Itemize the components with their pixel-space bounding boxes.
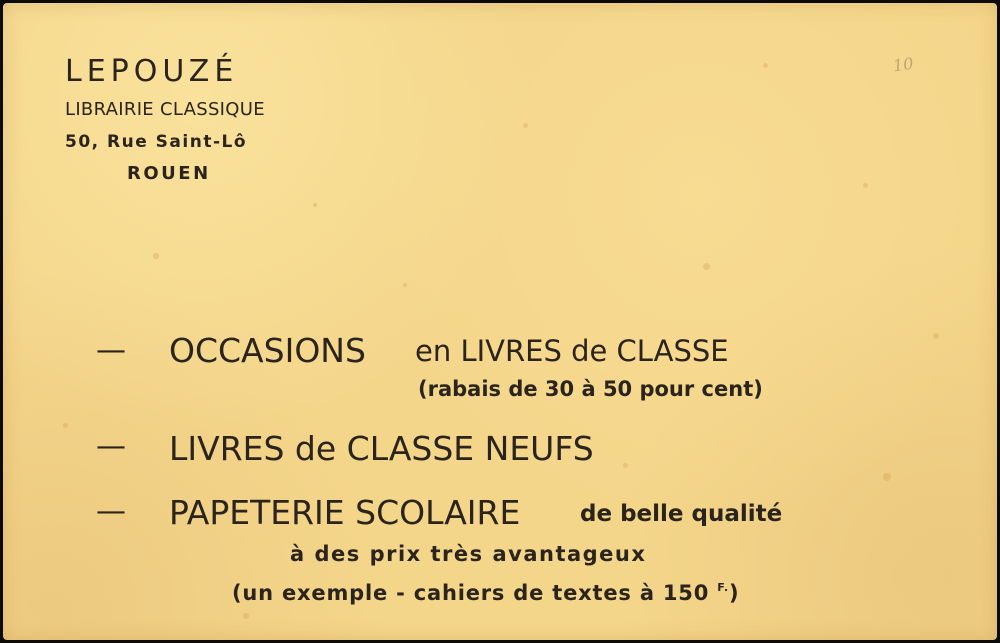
paper-speck	[883, 473, 891, 481]
shop-city: ROUEN	[127, 163, 211, 184]
paper-speck	[863, 183, 868, 188]
paper-speck	[933, 333, 939, 339]
item-stationery-example	[232, 582, 739, 604]
example-close: )	[728, 581, 740, 605]
paper-speck	[523, 123, 528, 128]
paper-speck	[623, 463, 628, 468]
shop-subtitle: LIBRAIRIE CLASSIQUE	[65, 99, 265, 120]
item-occasions-title: OCCASIONS	[169, 331, 366, 370]
paper-speck	[63, 423, 68, 428]
example-text: (un exemple - cahiers de textes à 150	[232, 581, 710, 605]
franc-unit: F.	[717, 581, 729, 594]
shop-name: LEPOUZÉ	[65, 54, 239, 89]
paper-speck	[703, 263, 710, 270]
item-dash: —	[96, 494, 126, 529]
shop-address: 50, Rue Saint-Lô	[65, 132, 248, 152]
item-stationery-title: PAPETERIE SCOLAIRE	[169, 493, 521, 532]
paper-speck	[313, 203, 317, 207]
item-occasions-tail: en LIVRES de CLASSE	[415, 334, 729, 368]
item-stationery-note: à des prix très avantageux	[290, 542, 647, 566]
item-new-books-title: LIVRES de CLASSE NEUFS	[169, 429, 594, 468]
paper-speck	[153, 253, 159, 259]
item-stationery-tail: de belle qualité	[580, 501, 783, 527]
item-dash: —	[96, 429, 126, 464]
item-dash: —	[96, 333, 126, 368]
paper-speck	[243, 613, 249, 619]
paper-speck	[763, 63, 768, 68]
item-occasions-note: (rabais de 30 à 50 pour cent)	[418, 377, 763, 401]
advertisement-card	[3, 3, 997, 640]
pencil-annotation: 10	[891, 53, 915, 76]
paper-speck	[403, 283, 407, 287]
